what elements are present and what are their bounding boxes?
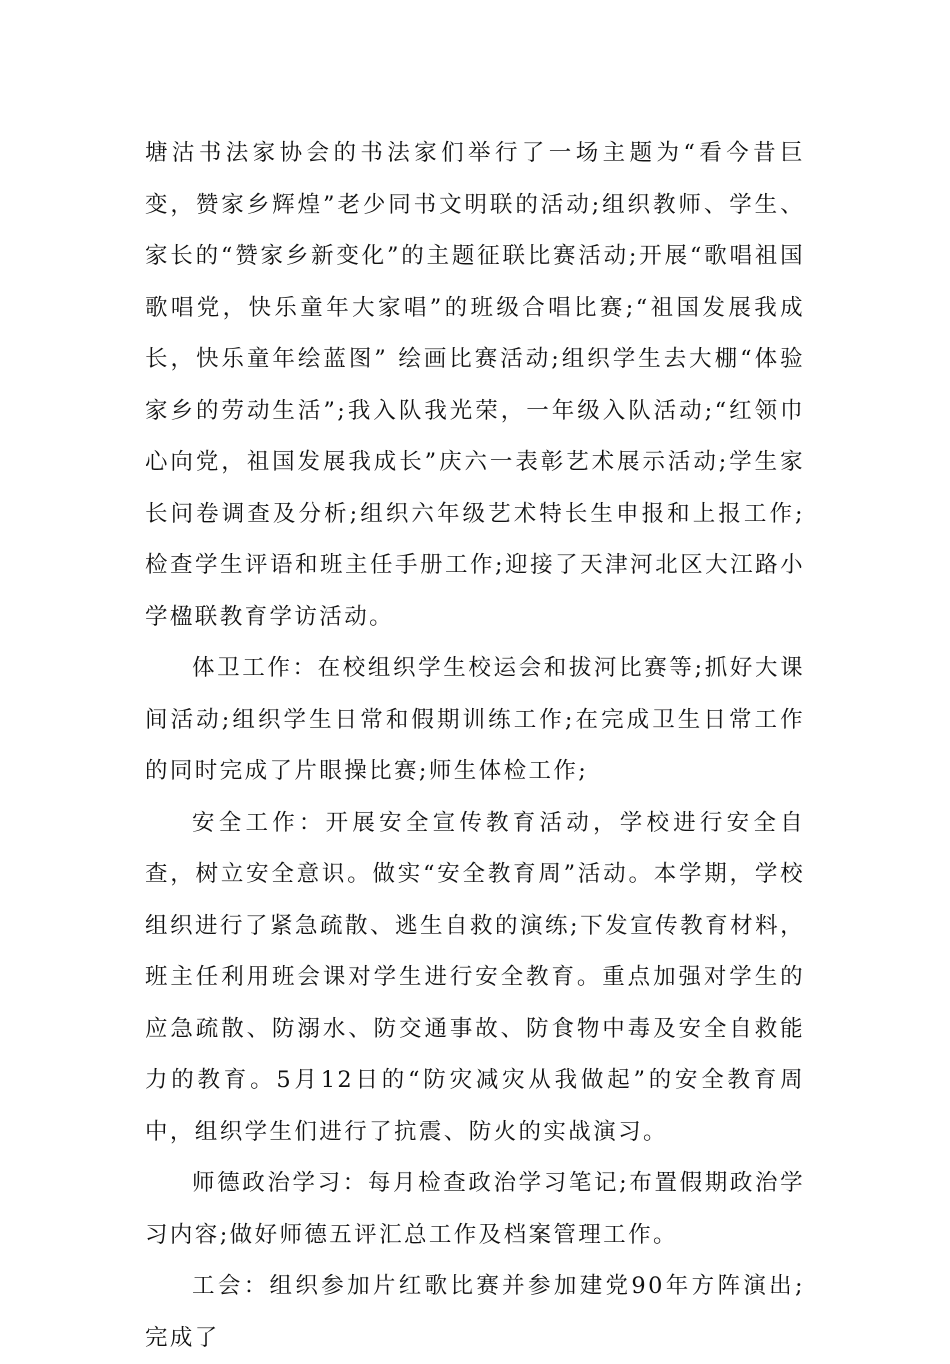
document-body bbox=[145, 128, 805, 1364]
paragraph-safety: 安全工作：开展安全宣传教育活动，学校进行安全自查，树立安全意识。做实“安全教育周”活动。本学期，学校组织进行了紧急疏散、逃生自救的演练;下发宣传教育材料，班主任利用班会课对学生进行安全教育。重点加强对学生的应急疏散、防溺水、防交通事故、防食物中毒及安全自救能力的教育。5月12日的“防灾减灾从我做起”的安全教育周中，组织学生们进行了抗震、防火的实战演习。 bbox=[145, 809, 805, 1145]
paragraph-continuation: 塘沽书法家协会的书法家们举行了一场主题为“看今昔巨变，赞家乡辉煌”老少同书文明联的活动;组织教师、学生、家长的“赞家乡新变化”的主题征联比赛活动;开展“歌唱祖国歌唱党，快乐童年大家唱”的班级合唱比赛;“祖国发展我成长，快乐童年绘蓝图” 绘画比赛活动;组织学生去大棚“体验家乡的劳动生活”;我入队我光荣，一年级入队活动;“红领巾心向党，祖国发展我成长”庆六一表彰艺术展示活动;学生家长问卷调查及分析;组织六年级艺术特长生申报和上报工作;检查学生评语和班主任手册工作;迎接了天津河北区大江路小学楹联教育学访活动。 bbox=[145, 140, 805, 630]
paragraph-teacher-ethics: 师德政治学习：每月检查政治学习笔记;布置假期政治学习内容;做好师德五评汇总工作及档案管理工作。 bbox=[145, 1170, 805, 1248]
paragraph-sports-health: 体卫工作：在校组织学生校运会和拔河比赛等;抓好大课间活动;组织学生日常和假期训练工作;在完成卫生日常工作的同时完成了片眼操比赛;师生体检工作; bbox=[145, 655, 805, 784]
paragraph-union: 工会：组织参加片红歌比赛并参加建党90年方阵演出;完成了 bbox=[145, 1273, 805, 1351]
